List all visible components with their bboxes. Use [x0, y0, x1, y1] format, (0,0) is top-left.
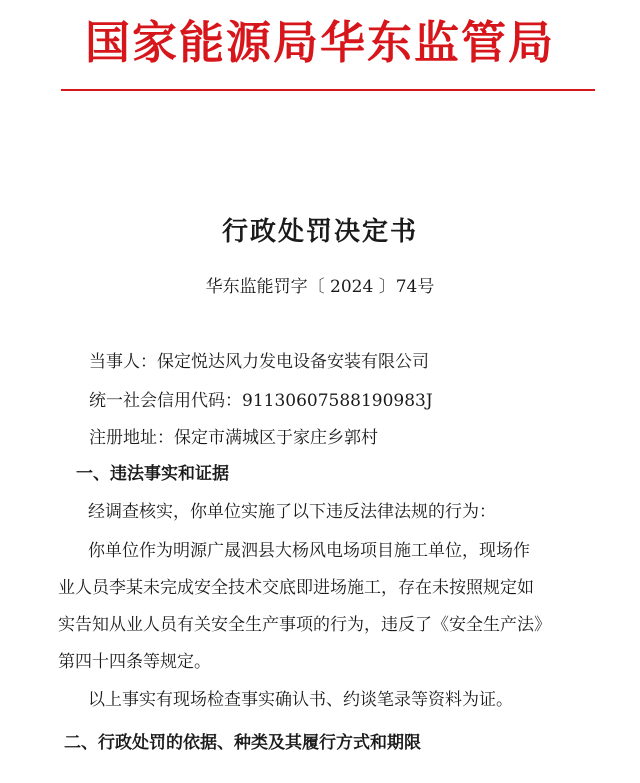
facts-line-3: 实告知从业人员有关安全生产事项的行为，违反了《安全生产法》	[58, 615, 551, 635]
evidence-statement: 以上事实有现场检查事实确认书、约谈笔录等资料为证。	[88, 690, 513, 710]
section-heading-violation-facts: 一、违法事实和证据	[76, 464, 229, 484]
section-heading-penalty-basis: 二、行政处罚的依据、种类及其履行方式和期限	[64, 733, 421, 753]
facts-line-1: 你单位作为明源广晟泗县大杨风电场项目施工单位，现场作	[88, 541, 530, 561]
party-name: 当事人：保定悦达风力发电设备安装有限公司	[89, 352, 429, 372]
credit-code: 统一社会信用代码：91130607588190983J	[89, 391, 433, 411]
document-title: 行政处罚决定书	[221, 217, 418, 247]
facts-line-2: 业人员李某未完成安全技术交底即进场施工，存在未按照规定如	[58, 578, 534, 598]
registered-address: 注册地址：保定市满城区于家庄乡郭村	[89, 428, 378, 448]
facts-line-4: 第四十四条等规定。	[58, 652, 211, 672]
section1-intro: 经调查核实，你单位实施了以下违反法律法规的行为：	[88, 502, 496, 522]
agency-name: 国家能源局华东监管局	[84, 16, 555, 69]
document-number: 华东监能罚字〔 2024 〕74号	[205, 277, 435, 297]
letterhead-red-rule	[61, 89, 595, 91]
